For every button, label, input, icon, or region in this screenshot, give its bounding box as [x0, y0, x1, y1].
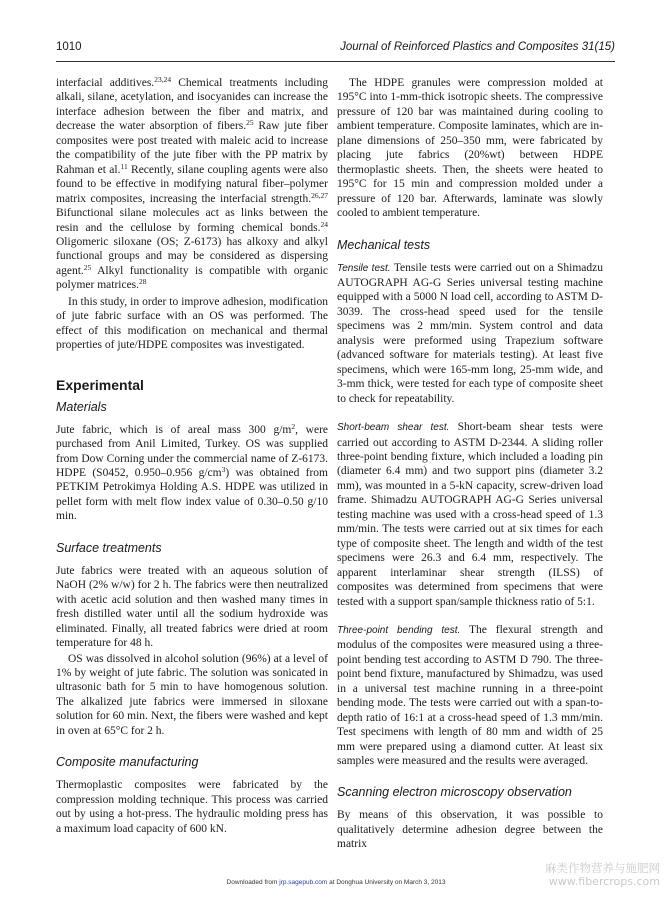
- sem-paragraph: By means of this observation, it was possible to qualitatively determine adhesion degree between the matrix: [337, 809, 603, 851]
- citation-ref[interactable]: 23,24: [154, 75, 172, 84]
- left-column: [56, 76, 328, 836]
- molding-paragraph: The HDPE granules were compression molded at 195°C into 1-mm-thick isotropic sheets. The compressive pressure of 120 bar was maintained during cooling to ambient temperature. Composite laminates, which are in-plane dimensions of 250–350 mm, were fabricated by placing jute fabrics (20%wt) between HDPE thermoplastic sheets. Then, the sheets were heated to 195°C for 15 min and compression molded under a pressure of 120 bar. Afterwards, laminate was slowly cooled to ambient temperature.: [337, 77, 603, 220]
- citation-ref[interactable]: 26,27: [311, 190, 328, 200]
- intro-paragraph: interfacial additives.$^{23,24}$ Chemical treatments including alkali, silane, acetylation, and isocyanides can increase the interface adhesion between the fiber and matrix, and decrease the water absorption of fibers.$^{25}$ Raw jute fiber composites were post treated with maleic acid to increase the compatibility of the jute fiber with the PP matrix by Rahman et al.$^{11}$ Recently, silane coupling agents were also found to be effective in modifying natural fiber–polymer matrix composites, increasing the interfacial strength.$^{26,27}$ Bifunctional silane molecules act as links between the resin and the cellulose by forming chemical bonds.$^{24}$ Oligomeric siloxane (OS; Z-6173) has alkoxy and alkyl functional groups and may be considered as dispersing agent.$^{25}$ Alkyl functionality is compatible with organic polymer matrices.$^{28}$: [56, 75, 328, 292]
- site-watermark: 麻类作物营养与施肥网 www.fibercrops.com: [545, 861, 660, 888]
- citation-ref[interactable]: 25: [83, 262, 92, 272]
- surface-treatments-heading: Surface treatments: [56, 540, 162, 555]
- short-beam-run-in: Short-beam shear test.: [337, 422, 450, 434]
- materials-heading: Materials: [56, 399, 107, 414]
- running-header: [56, 41, 615, 59]
- three-point-run-in: Three-point bending test.: [337, 624, 461, 636]
- surface-paragraph-2: OS was dissolved in alcohol solution (96%) at a level of 1% by weight of jute fabric. The solution was sonicated in ultrasonic bath for 5 min to have homogenous solution. The alkalized jute fabrics were immersed in siloxane solution for 60 min. Next, the fibers were washed and kept in oven at 65°C for 2 h.: [56, 652, 328, 737]
- short-beam-paragraph: Short-beam shear test. Short-beam shear tests were carried out according to ASTM D-2344. A sliding roller three-point bending fixture, which included a loading pin (diameter 6.4 mm) and two support pins (diameter 3.2 mm), was mounted in a 5-kN capacity, screw-driven load frame. Shimadzu AUTOGRAPH AG-G Series universal testing machine was used with a cross-head speed of 1.3 mm/min. The tests were carried out at six times for each type of composite sheet. The length and width of the test specimens were 26.3 and 6.4 mm, respectively. The apparent interlaminar shear strength (ILSS) of composites was determined from specimens that were tested with a support span/sample thickness ratio of 5:1.: [337, 421, 603, 608]
- experimental-heading: Experimental: [56, 376, 144, 393]
- tensile-run-in: Tensile test.: [337, 262, 391, 274]
- sem-heading: Scanning electron microscopy observation: [337, 785, 572, 800]
- materials-paragraph: Jute fabric, which is of areal mass 300 $g/m^2$, were purchased from Anil Limited, Turkey. OS was supplied from Dow Corning under the commercial name of Z-6173. HDPE (S0452, 0.950–0.956 $g/cm^3$) was obtained from PETKIM Petrokimya Holding A.S. HDPE was utilized in pellet form with melt flow index value of 0.30–0.50 g/10 min.: [56, 421, 329, 523]
- citation-ref[interactable]: 28: [139, 277, 147, 287]
- composite-manufacturing-heading: Composite manufacturing: [56, 755, 199, 770]
- journal-citation: Journal of Reinforced Plastics and Composites 31(15): [340, 41, 615, 53]
- download-footer: Downloaded from jrp.sagepub.com at Donghua University on March 3, 2013: [226, 879, 446, 886]
- study-aim-paragraph: In this study, in order to improve adhesion, modification of jute fabric surface with an OS was performed. The effect of this modification on mechanical and thermal properties of jute/HDPE composites was investigated.: [56, 295, 328, 352]
- three-point-paragraph: Three-point bending test. The flexural strength and modulus of the composites were measured using a three-point bending test according to ASTM D 790. The three-point bend fixture, manufactured by Shimadzu, was used in a universal test machine running in a three-point bending mode. The tests were carried out with a span-to-depth ratio of 16:1 at a cross-head speed of 1.3 mm/min. Test specimens with length of 80 mm and width of 25 mm were prepared using a diamond cutter. At least six samples were measured and the results were averaged.: [337, 623, 604, 768]
- page-number: 1010: [56, 41, 82, 53]
- right-column: [337, 76, 603, 852]
- header-rule: [56, 61, 615, 62]
- mechanical-tests-heading: Mechanical tests: [337, 237, 431, 252]
- tensile-paragraph: Tensile test. Tensile tests were carried out on a Shimadzu AUTOGRAPH AG-G Series universal testing machine equipped with a 5000 N load cell, according to ASTM D-3039. The cross-head speed used for the tensile specimens was 2 mm/min. System control and data analysis were preformed using Trapezium software (advanced software for materials testing). At least five specimens, which were 165-mm long, 25-mm wide, and 3-mm thick, were tested for each type of composite sheet to check for repeatability.: [337, 261, 604, 405]
- citation-ref[interactable]: 25: [246, 118, 254, 128]
- composite-paragraph: Thermoplastic composites were fabricated by the compression molding technique. This process was carried out by using a hot-press. The hydraulic molding press has a maximum load capacity of 600 kN.: [56, 779, 328, 835]
- citation-ref[interactable]: 24: [320, 219, 328, 229]
- surface-paragraph-1: Jute fabrics were treated with an aqueous solution of NaOH (2% w/w) for 2 h. The fabrics were then neutralized with acetic acid solution and then washed many times in fresh distilled water until all the sodium hydroxide was eliminated. Finally, all treated fabrics were dried at room temperature for 48 h.: [56, 564, 328, 650]
- citation-ref[interactable]: 11: [120, 161, 128, 171]
- source-link[interactable]: jrp.sagepub.com: [279, 879, 328, 886]
